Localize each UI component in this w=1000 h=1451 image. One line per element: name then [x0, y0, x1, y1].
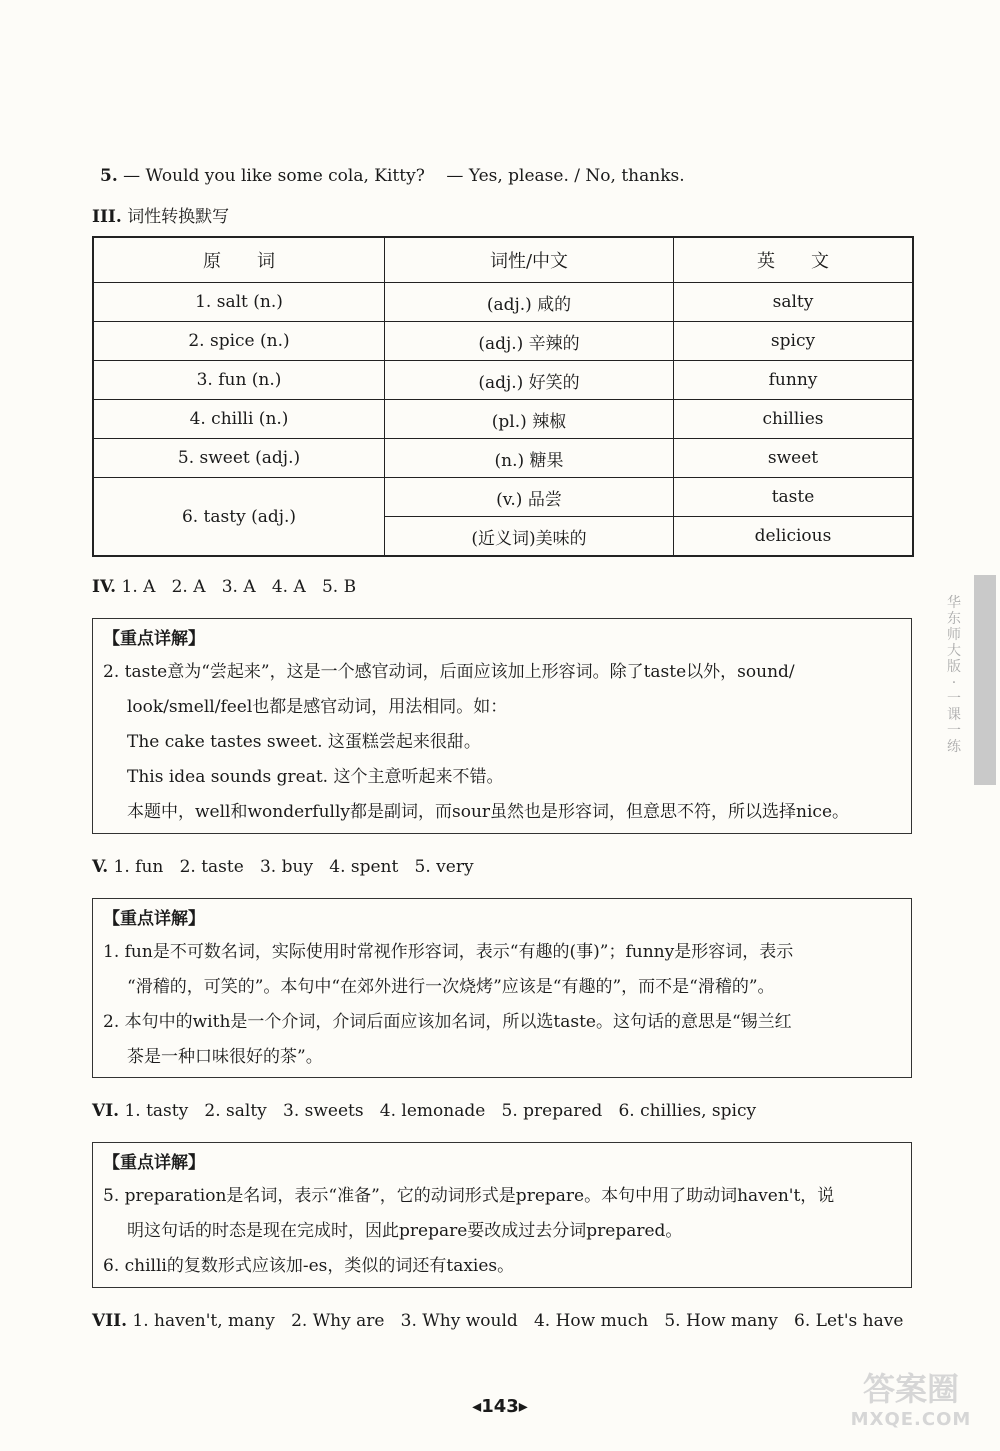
table-row: 4. chilli (n.) (pl.) 辣椒 chillies — [93, 400, 913, 439]
box-heading: 【重点详解】 — [103, 629, 205, 649]
section-4-answers: IV. 1. A 2. A 3. A 4. A 5. B — [92, 577, 357, 597]
page-number: ◂143▸ — [472, 1396, 528, 1417]
table-row: 6. tasty (adj.) (v.) 品尝 taste — [93, 478, 913, 517]
box-heading: 【重点详解】 — [103, 1153, 205, 1173]
explanation-box-3: 【重点详解】 5. preparation是名词，表示“准备”，它的动词形式是prepare。本句中用了助动词haven't，说 明这句话的时态是现在完成时，因此prepare要改成过去分词prepared。 6. chilli的复数形式应该加-es，类似的词还有taxies。 — [92, 1142, 912, 1288]
header-pos: 词性/中文 — [385, 237, 674, 283]
section-7-answers: VII. 1. haven't, many 2. Why are 3. Why would 4. How much 5. How many 6. Let's have — [92, 1311, 904, 1331]
section-6-answers: VI. 1. tasty 2. salty 3. sweets 4. lemonade 5. prepared 6. chillies, spicy — [92, 1101, 757, 1121]
vocab-table — [92, 236, 914, 557]
table-row: 2. spice (n.) (adj.) 辛辣的 spicy — [93, 322, 913, 361]
explanation-box-1: 【重点详解】 2. taste意为“尝起来”，这是一个感官动词，后面应该加上形容词。除了taste以外，sound/ look/smell/feel也都是感官动词，用法相同。如： The cake tastes sweet. 这蛋糕尝起来很甜。 This idea sounds great. 这个主意听起来不错。 本题中，well和wonderfully都是副词，而sour虽然也是形容词，但意思不符，所以选择nice。 — [92, 618, 912, 834]
table-row: 1. salt (n.) (adj.) 咸的 salty — [93, 283, 913, 322]
side-margin-label: 华 东 师 大 版 · 一 课 一 练 — [934, 575, 974, 775]
q5-line: 5. — Would you like some cola, Kitty? — Yes, please. / No, thanks. — [100, 166, 685, 186]
header-original: 原 词 — [93, 237, 385, 283]
table-row: 3. fun (n.) (adj.) 好笑的 funny — [93, 361, 913, 400]
header-english: 英 文 — [674, 237, 914, 283]
section-3-heading: III. 词性转换默写 — [92, 207, 230, 227]
side-bar — [974, 575, 996, 785]
box-heading: 【重点详解】 — [103, 909, 205, 929]
table-row: 5. sweet (adj.) (n.) 糖果 sweet — [93, 439, 913, 478]
table-header-row — [93, 237, 913, 283]
q5-text: — Would you like some cola, Kitty? — Yes, please. / No, thanks. — [123, 166, 685, 186]
watermark-logo: 答案圈 MXQE.COM — [850, 1370, 972, 1430]
table-row: (近义词)美味的 delicious — [93, 517, 913, 557]
explanation-box-2: 【重点详解】 1. fun是不可数名词，实际使用时常视作形容词，表示“有趣的(事)”；funny是形容词，表示 “滑稽的，可笑的”。本句中“在郊外进行一次烧烤”应该是“有趣的”，而不是“滑稽的”。 2. 本句中的with是一个介词，介词后面应该加名词，所以选taste。这句话的意思是“锡兰红 茶是一种口味很好的茶”。 — [92, 898, 912, 1078]
section-5-answers: V. 1. fun 2. taste 3. buy 4. spent 5. very — [92, 857, 474, 877]
